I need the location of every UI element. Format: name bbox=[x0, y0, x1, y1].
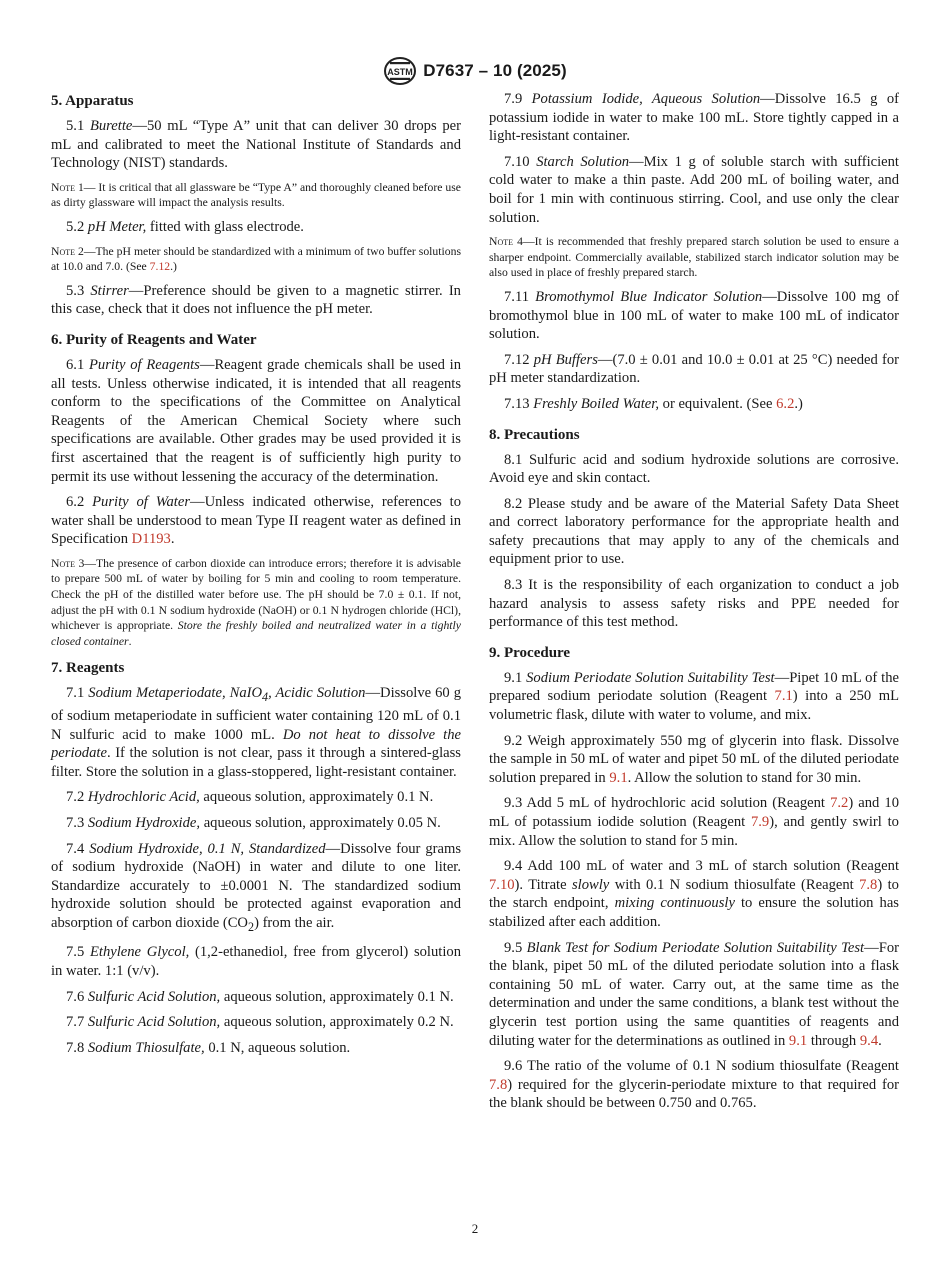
section-heading: 6. Purity of Reagents and Water bbox=[51, 331, 257, 348]
paragraph: 8.2 Please study and be aware of the Material Safety Data Sheet and correct laboratory performance for the appropriate health and safety precautions that may apply to any of the chemicals and equipment prior to use. bbox=[489, 495, 899, 568]
paragraph: 7.1 Sodium Metaperiodate, NaIO$_4$, Acidic Solution—Dissolve 60 g of sodium metaperiodate in sufficient water containing 120 mL of 0.1 N sulfuric acid to make 1000 mL. Do not heat to dissolve the periodate. If the solution is not clear, pass it through a sintered-glass filter. Store the solution in a glass-stoppered, light-resistant container. bbox=[51, 685, 462, 780]
paragraph: 9.3 Add 5 mL of hydrochloric acid solution (Reagent 7.2) and 10 mL of potassium iodide solution (Reagent 7.9), and gently swirl to mix. Allow the solution to stand for 5 min. bbox=[489, 795, 899, 849]
paragraph: 9.2 Weigh approximately 550 mg of glycerin into flask. Dissolve the sample in 50 mL of water and pipet 50 mL of the diluted periodate solution prepared in 9.1. Allow the solution to stand for 30 min. bbox=[489, 732, 899, 786]
note: Note 3—The presence of carbon dioxide can introduce errors; therefore it is advisable to prepare 500 mL of water by boiling for 5 min and cooling to room temperature. Check the pH of the distilled water before use. The pH should be 7.0 ± 0.1. If not, adjust the pH with 0.1 N sodium hydroxide (NaOH) or 0.1 N hydrogen chloride (HCl), whichever is appropriate. Store the freshly boiled and neutralized water in a tightly closed container. bbox=[51, 556, 461, 648]
right-column bbox=[489, 90, 899, 1120]
cross-reference-link[interactable]: 9.1 bbox=[788, 1032, 808, 1049]
paragraph: 8.1 Sulfuric acid and sodium hydroxide solutions are corrosive. Avoid eye and skin contact. bbox=[489, 451, 899, 487]
cross-reference-link[interactable]: 7.8 bbox=[489, 1076, 508, 1093]
paragraph: 9.6 The ratio of the volume of 0.1 N sodium thiosulfate (Reagent 7.8) required for the glycerin-periodate mixture to that required for the blank should be between 0.750 and 0.765. bbox=[489, 1058, 899, 1112]
paragraph: 7.5 Ethylene Glycol, (1,2-ethanediol, free from glycerol) solution in water. 1:1 (v/v). bbox=[51, 944, 461, 979]
document-designation: D7637 – 10 (2025) bbox=[423, 61, 567, 80]
cross-reference-link[interactable]: 9.1 bbox=[609, 769, 628, 786]
section-heading: 9. Procedure bbox=[489, 644, 571, 661]
section-heading: 8. Precautions bbox=[489, 426, 580, 443]
cross-reference-link[interactable]: 6.2 bbox=[776, 395, 795, 412]
astm-logo-icon bbox=[383, 56, 417, 86]
paragraph: 7.12 pH Buffers—(7.0 ± 0.01 and 10.0 ± 0.01 at 25 °C) needed for pH meter standardization. bbox=[489, 351, 899, 387]
svg-text:ASTM: ASTM bbox=[387, 67, 413, 77]
paragraph: 6.1 Purity of Reagents—Reagent grade chemicals shall be used in all tests. Unless otherwise indicated, it is intended that all reagents conform to the specifications of the Committee on Analytical Reagents of the American Chemical Society where such specifications are available. Other grades may be used provided it is first ascertained that the reagent is of sufficiently high purity to permit its use without lessening the accuracy of the determination. bbox=[51, 356, 461, 485]
paragraph: 6.2 Purity of Water—Unless indicated otherwise, references to water shall be understood to mean Type II reagent water as defined in Specification D1193. bbox=[51, 494, 461, 548]
cross-reference-link[interactable]: 7.9 bbox=[750, 814, 770, 830]
note: Note 1— It is critical that all glassware be “Type A” and thoroughly cleaned before use as dirty glassware will impact the analysis results. bbox=[51, 180, 461, 210]
cross-reference-link[interactable]: 7.12 bbox=[149, 260, 171, 274]
page-number: 2 bbox=[471, 1221, 479, 1236]
paragraph: 7.13 Freshly Boiled Water, or equivalent. (See 6.2.) bbox=[504, 395, 803, 412]
section-heading: 5. Apparatus bbox=[51, 93, 134, 109]
paragraph: 7.6 Sulfuric Acid Solution, aqueous solution, approximately 0.1 N. bbox=[66, 988, 454, 1005]
paragraph: 9.4 Add 100 mL of water and 3 mL of starch solution (Reagent 7.10). Titrate slowly with 0.1 N sodium thiosulfate (Reagent 7.8) to the starch endpoint, mixing continuously to ensure the solution has stabilized after each addition. bbox=[489, 858, 899, 930]
paragraph: 7.7 Sulfuric Acid Solution, aqueous solution, approximately 0.2 N. bbox=[66, 1014, 454, 1031]
paragraph: 8.3 It is the responsibility of each organization to conduct a job hazard analysis to assess safety risks and PPE needed for performance of this test method. bbox=[489, 577, 899, 631]
paragraph: 9.1 Sodium Periodate Solution Suitability Test—Pipet 10 mL of the prepared sodium periodate solution (Reagent 7.1) into a 250 mL volumetric flask, dilute with water to volume, and mix. bbox=[489, 669, 899, 724]
paragraph: 7.9 Potassium Iodide, Aqueous Solution—Dissolve 16.5 g of potassium iodide in water to make 100 mL. Store tightly capped in a light-resistant container. bbox=[489, 91, 899, 145]
paragraph: 7.11 Bromothymol Blue Indicator Solution—Dissolve 100 mg of bromothymol blue in 100 mL of water to make 100 mL of indicator solution. bbox=[489, 288, 899, 343]
paragraph: 7.3 Sodium Hydroxide, aqueous solution, approximately 0.05 N. bbox=[66, 814, 441, 831]
cross-reference-link[interactable]: D1193 bbox=[131, 531, 171, 548]
page-header bbox=[0, 56, 950, 86]
paragraph: 9.5 Blank Test for Sodium Periodate Solution Suitability Test—For the blank, pipet 50 mL of the diluted periodate solution into a flask containing 50 mL of water. Carry out, at the same time as the determination and under the same conditions, a blank test without the glycerin test portion using the same quantities of reagents and diluting water for the determinations as outlined in 9.1 through 9.4. bbox=[489, 939, 899, 1049]
cross-reference-link[interactable]: 7.2 bbox=[830, 795, 849, 812]
paragraph: 7.10 Starch Solution—Mix 1 g of soluble starch with sufficient cold water to make a thin paste. Add 200 mL of boiling water, and boil for 1 min with continuous stirring. Cool, and use only the clear solution. bbox=[489, 153, 899, 226]
cross-reference-link[interactable]: 9.4 bbox=[859, 1032, 879, 1049]
paragraph: 5.3 Stirrer—Preference should be given to a magnetic stirrer. In this case, check that it does not influence the pH meter. bbox=[51, 282, 461, 318]
paragraph: 7.8 Sodium Thiosulfate, 0.1 N, aqueous solution. bbox=[66, 1039, 351, 1056]
note: Note 4—It is recommended that freshly prepared starch solution be used to ensure a sharper endpoint. Commercially available, stabilized starch indicator solution may be also used in place of freshly prepared starch. bbox=[489, 235, 899, 280]
paragraph: 7.4 Sodium Hydroxide, 0.1 N, Standardized—Dissolve four grams of sodium hydroxide (NaOH) in water and dilute to one liter. Standardize accurately to ±0.0001 N. The standardized sodium hydroxide solution should be protected against evaporation and absorption of carbon dioxide $(CO_2)$ from the air. bbox=[51, 840, 462, 934]
section-heading: 7. Reagents bbox=[51, 660, 125, 677]
left-column bbox=[51, 90, 461, 1064]
paragraph: 5.1 Burette—50 mL “Type A” unit that can deliver 30 drops per mL and calibrated to meet the National Institute of Standards and Technology (NIST) standards. bbox=[51, 118, 461, 172]
cross-reference-link[interactable]: 7.10 bbox=[489, 876, 515, 893]
paragraph: 5.2 pH Meter, fitted with glass electrode. bbox=[66, 218, 304, 235]
note: Note 2—The pH meter should be standardized with a minimum of two buffer solutions at 10.0 and 7.0. (See 7.12.) bbox=[51, 244, 461, 274]
cross-reference-link[interactable]: 7.1 bbox=[774, 688, 793, 705]
paragraph: 7.2 Hydrochloric Acid, aqueous solution, approximately 0.1 N. bbox=[66, 789, 434, 806]
cross-reference-link[interactable]: 7.8 bbox=[859, 876, 878, 893]
